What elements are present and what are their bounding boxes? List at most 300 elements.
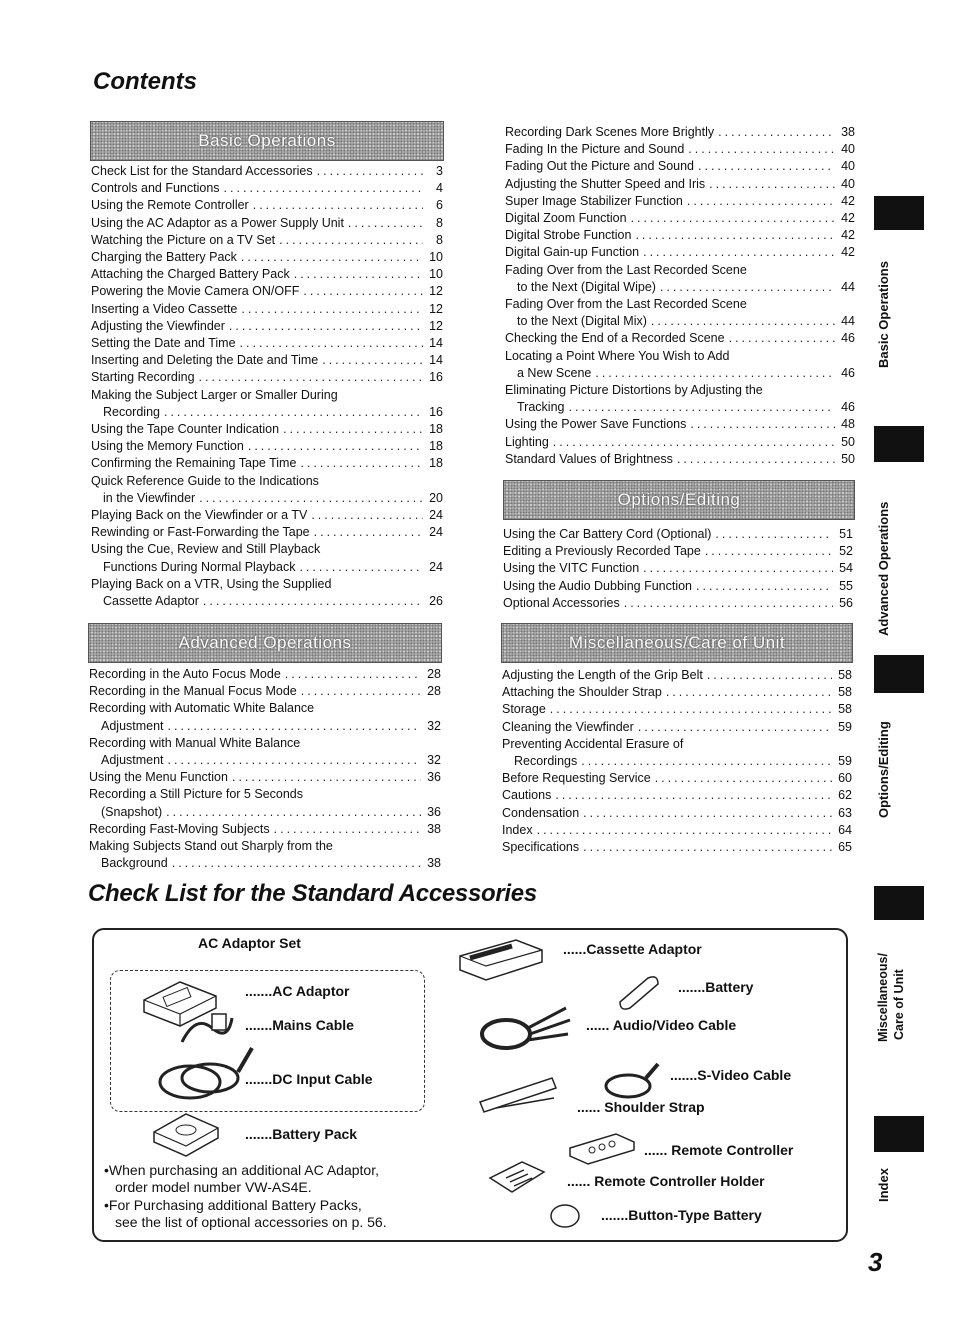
- toc-entry: [91, 352, 443, 369]
- toc-entry-title: Storage: [502, 702, 546, 717]
- toc-entry: [503, 595, 853, 612]
- label-battery: .......Battery: [678, 979, 754, 995]
- toc-entry: [91, 318, 443, 335]
- toc-leader-dots: [300, 455, 423, 472]
- toc-entry-title: Using the Audio Dubbing Function: [503, 578, 693, 593]
- toc-entry: [505, 262, 855, 279]
- toc-entry-page: 28: [427, 667, 441, 681]
- toc-entry-title: Recording a Still Picture for 5 Seconds: [89, 787, 303, 802]
- toc-entry: [502, 701, 852, 718]
- side-tab-block-index: [874, 1116, 924, 1152]
- toc-entry-title: Preventing Accidental Erasure of: [502, 736, 684, 751]
- toc-entry: [505, 210, 855, 227]
- side-tab-care-of-unit: Care of Unit: [892, 969, 906, 1040]
- label-remote-controller-holder: ...... Remote Controller Holder: [567, 1173, 765, 1189]
- toc-entry-title: Confirming the Remaining Tape Time: [91, 456, 297, 471]
- toc-entry-title: to the Next (Digital Wipe): [517, 279, 656, 294]
- toc-leader-dots: [301, 683, 421, 700]
- toc-leader-dots: [696, 578, 833, 595]
- toc-leader-dots: [317, 163, 423, 180]
- toc-leader-dots: [314, 524, 423, 541]
- toc-leader-dots: [348, 215, 423, 232]
- toc-entry-page: 18: [429, 422, 443, 437]
- toc-entry-title: Attaching the Charged Battery Pack: [91, 267, 290, 282]
- side-tab-basic-operations: Basic Operations: [876, 261, 891, 368]
- toc-entry-page: 12: [429, 318, 443, 333]
- toc-leader-dots: [229, 318, 423, 335]
- toc-leader-dots: [631, 210, 835, 227]
- toc-entry-page: 48: [841, 417, 855, 432]
- cassette-adaptor-icon: [456, 936, 546, 986]
- toc-entry: [91, 335, 443, 352]
- toc-entry-page: 28: [427, 684, 441, 699]
- toc-entry-title: Recording Fast-Moving Subjects: [89, 821, 270, 836]
- toc-entry-title: Recording in the Manual Focus Mode: [89, 684, 297, 699]
- toc-entry: [91, 215, 443, 232]
- toc-entry-page: 16: [429, 404, 443, 419]
- toc-entry-title: Super Image Stabilizer Function: [505, 193, 683, 208]
- toc-entry-title: Fading Over from the Last Recorded Scene: [505, 297, 747, 312]
- button-type-battery-icon: [548, 1202, 582, 1230]
- toc-leader-dots: [537, 822, 832, 839]
- toc-leader-dots: [583, 839, 832, 856]
- toc-entry: [505, 141, 855, 158]
- toc-entry-page: 16: [429, 370, 443, 385]
- label-audio-video-cable: ...... Audio/Video Cable: [586, 1017, 737, 1033]
- toc-leader-dots: [705, 543, 833, 560]
- toc-entry-page: 38: [427, 856, 441, 871]
- toc-entry: [91, 180, 443, 197]
- label-remote-controller: ...... Remote Controller: [644, 1142, 794, 1158]
- toc-entry-title: Attaching the Shoulder Strap: [502, 685, 662, 700]
- toc-entry-title: Fading Out the Picture and Sound: [505, 159, 695, 174]
- toc-entry: [505, 399, 855, 416]
- toc-entry: [505, 434, 855, 451]
- toc-leader-dots: [241, 301, 423, 318]
- toc-entry-page: 63: [838, 805, 852, 820]
- toc-entry: [89, 769, 441, 786]
- toc-leader-dots: [581, 753, 832, 770]
- toc-entry: [89, 735, 441, 752]
- toc-entry: [91, 490, 443, 507]
- toc-entry: [91, 301, 443, 318]
- toc-entry-page: 50: [841, 434, 855, 449]
- toc-entry-page: 52: [839, 544, 853, 559]
- toc-leader-dots: [203, 593, 423, 610]
- toc-entry-page: 44: [841, 314, 855, 329]
- toc-entry-page: 3: [436, 164, 443, 178]
- toc-entry-title: Inserting and Deleting the Date and Time: [91, 353, 319, 368]
- toc-entry-page: 18: [429, 456, 443, 471]
- toc-entry: [502, 736, 852, 753]
- toc-entry: [91, 593, 443, 610]
- section-header-advanced-operations: Advanced Operations: [88, 623, 442, 663]
- dc-input-cable-icon: [150, 1042, 260, 1108]
- label-mains-cable: .......Mains Cable: [245, 1017, 354, 1033]
- toc-entry: [91, 283, 443, 300]
- toc-entry-title: Adjusting the Viewfinder: [91, 318, 225, 333]
- toc-entry: [89, 838, 441, 855]
- toc-entry: [91, 541, 443, 558]
- toc-entry-page: 32: [427, 753, 441, 768]
- toc-entry-title: Recording Dark Scenes More Brightly: [505, 125, 715, 139]
- toc-leader-dots: [643, 560, 833, 577]
- toc-entry-page: 12: [429, 301, 443, 316]
- toc-entry: [502, 667, 852, 684]
- toc-leader-dots: [718, 124, 835, 141]
- toc-entry-title: Adjustment: [101, 753, 164, 768]
- toc-entry-title: Cautions: [502, 788, 552, 803]
- toc-leader-dots: [279, 232, 423, 249]
- toc-entry-page: 46: [841, 365, 855, 380]
- toc-entry: [505, 227, 855, 244]
- toc-entry: [503, 560, 853, 577]
- label-s-video-cable: .......S-Video Cable: [670, 1067, 792, 1083]
- battery-pack-icon: [150, 1108, 222, 1160]
- toc-leader-dots: [643, 244, 835, 261]
- toc-entry-page: 36: [427, 770, 441, 785]
- toc-entry: [91, 421, 443, 438]
- toc-entry-title: Background: [101, 856, 168, 871]
- toc-entry-page: 51: [839, 527, 853, 541]
- label-button-type-battery: .......Button-Type Battery: [601, 1207, 762, 1223]
- toc-entry-title: Functions During Normal Playback: [103, 559, 296, 574]
- toc-entry-title: Fading Over from the Last Recorded Scene: [505, 262, 747, 277]
- toc-leader-dots: [299, 559, 423, 576]
- toc-entry-title: Checking the End of a Recorded Scene: [505, 331, 725, 346]
- toc-entry-title: Recording: [103, 404, 160, 419]
- toc-entry-title: Lighting: [505, 434, 549, 449]
- toc-entry-page: 32: [427, 718, 441, 733]
- toc-entry: [505, 365, 855, 382]
- side-tab-options-editing: Options/Editing: [876, 721, 891, 818]
- toc-leader-dots: [248, 438, 423, 455]
- toc-entry-title: Optional Accessories: [503, 595, 620, 610]
- note-ac-adaptor: •When purchasing an additional AC Adaptor, order model number VW-AS4E.: [104, 1162, 379, 1195]
- toc-leader-dots: [624, 595, 833, 612]
- toc-entry-page: 56: [839, 595, 853, 610]
- shoulder-strap-icon: [476, 1074, 560, 1118]
- toc-entry-title: Fading In the Picture and Sound: [505, 142, 685, 157]
- side-tab-block-basic: [874, 196, 924, 230]
- toc-entry-title: Making the Subject Larger or Smaller During: [91, 387, 338, 402]
- side-tab-block-misc: [874, 886, 924, 920]
- toc-entry-page: 10: [429, 267, 443, 282]
- toc-entry-title: Recording in the Auto Focus Mode: [89, 667, 281, 681]
- toc-entry-title: Digital Zoom Function: [505, 211, 627, 226]
- toc-entry-page: 24: [429, 508, 443, 523]
- toc-entry-page: 64: [838, 822, 852, 837]
- toc-leader-dots: [555, 787, 832, 804]
- toc-entry: [505, 330, 855, 347]
- toc-leader-dots: [698, 158, 835, 175]
- toc-entry-title: Adjustment: [101, 718, 164, 733]
- toc-entry-title: Rewinding or Fast-Forwarding the Tape: [91, 525, 310, 540]
- toc-leader-dots: [199, 490, 423, 507]
- toc-leader-dots: [715, 526, 833, 543]
- toc-entry: [505, 193, 855, 210]
- toc-entry: [91, 438, 443, 455]
- toc-leader-dots: [688, 141, 835, 158]
- toc-leader-dots: [172, 855, 421, 872]
- toc-entry-page: 60: [838, 771, 852, 786]
- toc-entry: [91, 197, 443, 214]
- toc-entry-title: Using the Remote Controller: [91, 198, 249, 213]
- toc-entry-title: Tracking: [517, 400, 565, 415]
- toc-entry-page: 42: [841, 193, 855, 208]
- toc-entry-title: (Snapshot): [101, 804, 163, 819]
- toc-leader-dots: [322, 352, 423, 369]
- toc-entry-title: Eliminating Picture Distortions by Adjusting the: [505, 383, 763, 398]
- toc-entry-page: 40: [841, 142, 855, 157]
- toc-leader-dots: [690, 416, 835, 433]
- side-tab-block-advanced: [874, 426, 924, 462]
- side-tab-miscellaneous: Miscellaneous/: [876, 953, 890, 1042]
- toc-entry-page: 59: [838, 719, 852, 734]
- toc-entry-page: 38: [841, 125, 855, 139]
- toc-entry-page: 38: [427, 821, 441, 836]
- toc-entry-page: 14: [429, 336, 443, 351]
- toc-entry: [91, 404, 443, 421]
- toc-entry-title: Using the VITC Function: [503, 561, 640, 576]
- toc-entry: [91, 163, 443, 180]
- toc-entry-title: Playing Back on the Viewfinder or a TV: [91, 508, 308, 523]
- toc-entry-title: Powering the Movie Camera ON/OFF: [91, 284, 300, 299]
- toc-entry-page: 59: [838, 754, 852, 769]
- section-header-basic-operations: Basic Operations: [90, 121, 444, 161]
- toc-entry-title: Condensation: [502, 805, 580, 820]
- toc-entry-title: Before Requesting Service: [502, 771, 651, 786]
- section-header-options-editing: Options/Editing: [503, 480, 855, 520]
- toc-entry-title: to the Next (Digital Mix): [517, 314, 647, 329]
- toc-entry: [505, 451, 855, 468]
- toc-entry: [91, 266, 443, 283]
- toc-entry-title: Inserting a Video Cassette: [91, 301, 238, 316]
- toc-entry: [89, 821, 441, 838]
- toc-entry: [91, 249, 443, 266]
- toc-entry-title: Starting Recording: [91, 370, 195, 385]
- toc-entry-title: Using the Menu Function: [89, 770, 228, 785]
- toc-entry-page: 6: [436, 198, 443, 213]
- toc-leader-dots: [283, 421, 423, 438]
- toc-entry-title: Index: [502, 822, 533, 837]
- toc-entry-title: Watching the Picture on a TV Set: [91, 232, 276, 247]
- toc-entry: [91, 232, 443, 249]
- toc-leader-dots: [285, 666, 421, 683]
- toc-leader-dots: [655, 770, 832, 787]
- toc-leader-dots: [677, 451, 835, 468]
- toc-entry: [89, 666, 441, 683]
- toc-entry-page: 26: [429, 594, 443, 609]
- toc-entry-page: 42: [841, 211, 855, 226]
- toc-entry-title: Adjusting the Shutter Speed and Iris: [505, 176, 706, 191]
- toc-entry: [503, 578, 853, 595]
- toc-leader-dots: [294, 266, 423, 283]
- toc-entry-page: 8: [436, 215, 443, 230]
- toc-entry-page: 42: [841, 228, 855, 243]
- toc-entry-title: Cassette Adaptor: [103, 594, 199, 609]
- toc-entry-page: 54: [839, 561, 853, 576]
- toc-entry-title: Specifications: [502, 840, 580, 855]
- toc-entry-page: 44: [841, 279, 855, 294]
- audio-video-cable-icon: [476, 1000, 576, 1054]
- toc-leader-dots: [666, 684, 832, 701]
- toc-entry-page: 40: [841, 159, 855, 174]
- toc-entry-page: 20: [429, 490, 443, 505]
- toc-leader-dots: [274, 821, 421, 838]
- toc-entry-page: 62: [838, 788, 852, 803]
- toc-entry: [503, 526, 853, 543]
- toc-leader-dots: [164, 404, 423, 421]
- toc-entry: [91, 507, 443, 524]
- toc-leader-dots: [553, 434, 835, 451]
- label-ac-adaptor: .......AC Adaptor: [245, 983, 350, 999]
- toc-entry: [505, 279, 855, 296]
- toc-leader-dots: [168, 752, 421, 769]
- toc-miscellaneous: [502, 667, 852, 856]
- toc-leader-dots: [166, 804, 421, 821]
- label-shoulder-strap: ...... Shoulder Strap: [577, 1099, 705, 1115]
- toc-entry: [505, 296, 855, 313]
- toc-leader-dots: [550, 701, 832, 718]
- toc-entry-title: Using the AC Adaptor as a Power Supply Unit: [91, 215, 344, 230]
- toc-entry-page: 55: [839, 578, 853, 593]
- toc-leader-dots: [224, 180, 423, 197]
- toc-entry-page: 24: [429, 525, 443, 540]
- toc-leader-dots: [709, 176, 835, 193]
- label-battery-pack: .......Battery Pack: [245, 1126, 358, 1142]
- toc-leader-dots: [168, 718, 421, 735]
- toc-entry-title: Setting the Date and Time: [91, 336, 236, 351]
- toc-entry-title: Check List for the Standard Accessories: [91, 164, 313, 178]
- toc-leader-dots: [687, 193, 835, 210]
- toc-entry-title: Using the Cue, Review and Still Playback: [91, 542, 321, 557]
- toc-entry-page: 36: [427, 804, 441, 819]
- toc-entry-title: Recording with Manual White Balance: [89, 735, 301, 750]
- toc-entry-page: 46: [841, 331, 855, 346]
- toc-entry: [89, 855, 441, 872]
- note-battery-packs: •For Purchasing additional Battery Packs, see the list of optional accessories on p. 56.: [104, 1197, 387, 1230]
- toc-entry: [89, 718, 441, 735]
- toc-entry-page: 8: [436, 232, 443, 247]
- toc-entry: [503, 543, 853, 560]
- remote-controller-icon: [566, 1130, 638, 1168]
- toc-leader-dots: [253, 197, 423, 214]
- toc-entry-title: Locating a Point Where You Wish to Add: [505, 348, 730, 363]
- toc-entry-page: 58: [838, 702, 852, 717]
- toc-entry-title: Adjusting the Length of the Grip Belt: [502, 668, 703, 682]
- toc-entry: [502, 770, 852, 787]
- toc-entry-page: 14: [429, 353, 443, 368]
- toc-entry-page: 46: [841, 400, 855, 415]
- toc-leader-dots: [568, 399, 835, 416]
- toc-entry: [502, 822, 852, 839]
- toc-entry-title: Making Subjects Stand out Sharply from the: [89, 839, 333, 854]
- toc-entry: [502, 787, 852, 804]
- remote-controller-holder-icon: [486, 1156, 548, 1198]
- toc-leader-dots: [660, 279, 835, 296]
- side-tab-index: Index: [876, 1168, 891, 1202]
- toc-advanced-operations: [89, 666, 441, 872]
- toc-entry-page: 58: [838, 668, 852, 682]
- label-cassette-adaptor: ......Cassette Adaptor: [563, 941, 702, 957]
- side-tab-block-options: [874, 655, 924, 693]
- toc-entry: [502, 839, 852, 856]
- toc-entry: [505, 382, 855, 399]
- toc-entry: [91, 559, 443, 576]
- toc-leader-dots: [199, 369, 423, 386]
- toc-entry-title: Cleaning the Viewfinder: [502, 719, 634, 734]
- toc-entry-page: 42: [841, 245, 855, 260]
- toc-entry-title: Using the Power Save Functions: [505, 417, 687, 432]
- toc-entry: [91, 387, 443, 404]
- toc-entry-title: a New Scene: [517, 365, 592, 380]
- toc-entry: [89, 683, 441, 700]
- toc-leader-dots: [651, 313, 835, 330]
- toc-entry: [91, 473, 443, 490]
- toc-entry: [502, 805, 852, 822]
- toc-leader-dots: [595, 365, 835, 382]
- toc-entry-page: 40: [841, 176, 855, 191]
- toc-entry: [89, 786, 441, 803]
- toc-leader-dots: [583, 805, 832, 822]
- checklist-title: Check List for the Standard Accessories: [88, 880, 537, 907]
- side-tab-advanced-operations: Advanced Operations: [876, 501, 891, 636]
- toc-entry: [91, 524, 443, 541]
- toc-entry-title: Charging the Battery Pack: [91, 250, 237, 265]
- toc-leader-dots: [635, 227, 835, 244]
- toc-entry: [505, 244, 855, 261]
- toc-leader-dots: [232, 769, 421, 786]
- toc-entry: [89, 752, 441, 769]
- contents-title: Contents: [93, 68, 197, 95]
- toc-leader-dots: [707, 667, 832, 684]
- toc-entry-page: 24: [429, 559, 443, 574]
- toc-entry: [89, 700, 441, 717]
- label-dc-input-cable: .......DC Input Cable: [245, 1071, 373, 1087]
- s-video-cable-icon: [600, 1058, 664, 1102]
- toc-entry: [505, 348, 855, 365]
- toc-leader-dots: [241, 249, 423, 266]
- toc-entry-page: 58: [838, 685, 852, 700]
- toc-entry-title: Using the Tape Counter Indication: [91, 422, 280, 437]
- toc-entry-page: 12: [429, 284, 443, 299]
- toc-leader-dots: [729, 330, 835, 347]
- toc-entry-title: Recordings: [514, 754, 578, 769]
- toc-entry-title: Using the Car Battery Cord (Optional): [503, 527, 712, 541]
- toc-basic-operations: [91, 163, 443, 610]
- label-ac-adaptor-set: AC Adaptor Set: [198, 935, 301, 951]
- toc-entry: [91, 455, 443, 472]
- toc-entry-title: Recording with Automatic White Balance: [89, 701, 315, 716]
- toc-entry-title: Playing Back on a VTR, Using the Supplied: [91, 576, 332, 591]
- toc-entry: [91, 369, 443, 386]
- toc-entry-title: Digital Gain-up Function: [505, 245, 640, 260]
- toc-entry-page: 10: [429, 250, 443, 265]
- toc-entry-page: 50: [841, 451, 855, 466]
- toc-entry-title: Standard Values of Brightness: [505, 451, 673, 466]
- toc-entry: [505, 124, 855, 141]
- toc-leader-dots: [303, 283, 423, 300]
- section-header-miscellaneous: Miscellaneous/Care of Unit: [501, 623, 853, 663]
- toc-entry-page: 4: [436, 181, 443, 196]
- toc-entry: [502, 719, 852, 736]
- toc-entry: [505, 313, 855, 330]
- toc-entry: [89, 804, 441, 821]
- toc-leader-dots: [240, 335, 423, 352]
- toc-entry-title: Editing a Previously Recorded Tape: [503, 544, 701, 559]
- toc-entry-page: 18: [429, 439, 443, 454]
